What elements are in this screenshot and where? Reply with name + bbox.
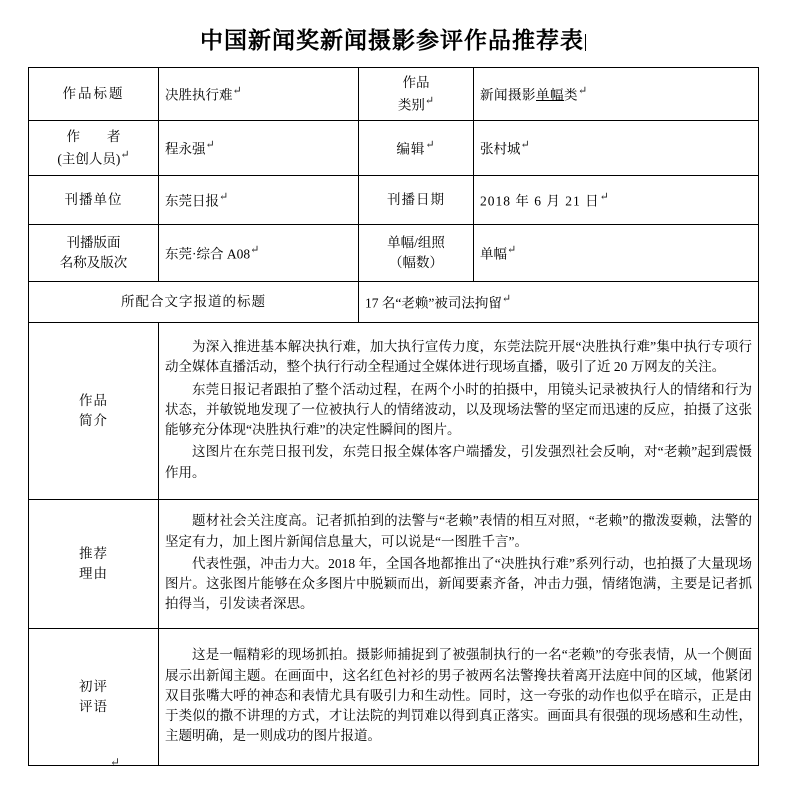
publish-date-value[interactable]: 2018 年 6 月 21 日↵ (474, 176, 759, 225)
work-title-label: 作品标题 (29, 68, 159, 121)
paragraph-mark-icon: ↵ (520, 138, 530, 151)
page-title (28, 22, 758, 55)
table-row-reason (29, 500, 759, 629)
summary-paragraph: 东莞日报记者跟拍了整个活动过程，在两个小时的拍摄中，用镜头记录被执行人的情绪和行为状态，并敏锐地发现了一位被执行人的情绪波动，以及现场法警的坚定而迅速的反应，拍摄了这张能够充分体现“决胜执行难”的决定性瞬间的图片。 (165, 381, 752, 438)
page-title-text: 中国新闻奖新闻摄影参评作品推荐表 (200, 28, 584, 53)
author-label: 作 者 (主创人员)↵ (29, 121, 159, 176)
paragraph-mark-icon: ↵ (507, 243, 517, 256)
paragraph-mark-icon: ↵ (120, 148, 130, 161)
category-value-underlined: 单幅 (536, 87, 564, 103)
recommendation-form-table (28, 67, 759, 766)
paragraph-mark-icon: ↵ (205, 138, 215, 151)
count-label: 单幅/组照 （幅数） (359, 225, 474, 282)
count-value[interactable]: 单幅↵ (474, 225, 759, 282)
related-report-label: 所配合文字报道的标题 (29, 282, 359, 323)
text-cursor (585, 34, 586, 51)
paragraph-mark-icon: ↵ (578, 84, 588, 97)
paragraph-mark-icon: ↵ (232, 84, 242, 97)
paragraph-mark-icon: ↵ (219, 190, 229, 203)
table-row-author (29, 121, 759, 176)
summary-paragraph: 为深入推进基本解决执行难，加大执行宣传力度，东莞法院开展“决胜执行难”集中执行专项行动全媒体直播活动，整个执行行动全程通过全媒体进行现场直播，吸引了近 20 万网友的关注。 (165, 339, 752, 375)
paragraph-mark-icon: ↵ (424, 94, 435, 107)
table-row-summary (29, 323, 759, 500)
publish-date-label: 刊播日期 (359, 176, 474, 225)
summary-text[interactable] (159, 323, 759, 500)
work-title-value[interactable]: 决胜执行难↵ (159, 68, 359, 121)
table-row-work-title (29, 68, 759, 121)
paragraph-mark-icon: ↵ (425, 138, 436, 151)
table-row-publisher (29, 176, 759, 225)
reason-text[interactable] (159, 500, 759, 629)
publisher-value[interactable]: 东莞日报↵ (159, 176, 359, 225)
table-row-layout (29, 225, 759, 282)
summary-label: 作品 简介 (29, 323, 159, 500)
review-label: 初评 评语 (29, 629, 159, 766)
category-label: 作品 类别↵ (359, 68, 474, 121)
table-row-related-report (29, 282, 759, 323)
reason-paragraph: 题材社会关注度高。记者抓拍到的法警与“老赖”表情的相互对照，“老赖”的撒泼耍赖，法警的坚定有力，加上图片新闻信息量大，可以说是“一图胜千言”。 (165, 513, 752, 549)
category-value[interactable]: 新闻摄影单幅类↵ (474, 68, 759, 121)
author-value[interactable]: 程永强↵ (159, 121, 359, 176)
layout-label: 刊播版面 名称及版次 (29, 225, 159, 282)
paragraph-mark-icon: ↵ (501, 292, 512, 305)
related-report-value[interactable]: 17 名“老赖”被司法拘留↵ (359, 282, 759, 323)
summary-paragraph: 这图片在东莞日报刊发，东莞日报全媒体客户端播发，引发强烈社会反响，对“老赖”起到震慑作用。 (165, 444, 752, 480)
reason-paragraph: 代表性强，冲击力大。2018 年，全国各地都推出了“决胜执行难”系列行动，也拍摄了大量现场图片。这张图片能够在众多图片中脱颖而出，新闻要素齐备，冲击力强，情绪饱满，主要是记者抓拍得当，引发读者深思。 (165, 555, 752, 612)
review-text[interactable] (159, 629, 759, 766)
document-page (0, 22, 786, 808)
layout-value[interactable]: 东莞·综合 A08↵ (159, 225, 359, 282)
editor-label: 编辑↵ (359, 121, 474, 176)
reason-label: 推荐 理由 (29, 500, 159, 629)
trailing-paragraph-mark-icon: ↵ (110, 755, 121, 769)
paragraph-mark-icon: ↵ (250, 243, 260, 256)
table-row-review (29, 629, 759, 766)
paragraph-mark-icon: ↵ (599, 190, 610, 203)
editor-value[interactable]: 张村城↵ (474, 121, 759, 176)
review-paragraph: 这是一幅精彩的现场抓拍。摄影师捕捉到了被强制执行的一名“老赖”的夸张表情，从一个侧面展示出新闻主题。在画面中，这名红色衬衫的男子被两名法警搀扶着离开法庭中间的区域，他紧闭双目张嘴大呼的神态和表情尤具有吸引力和生动性。同时，这一夸张的动作也似乎在暗示，正是由于类似的撒不讲理的方式，才让法院的判罚难以得到真正落实。画面具有很强的现场感和生动性，主题明确，是一则成功的图片报道。 (165, 647, 752, 744)
publisher-label: 刊播单位 (29, 176, 159, 225)
